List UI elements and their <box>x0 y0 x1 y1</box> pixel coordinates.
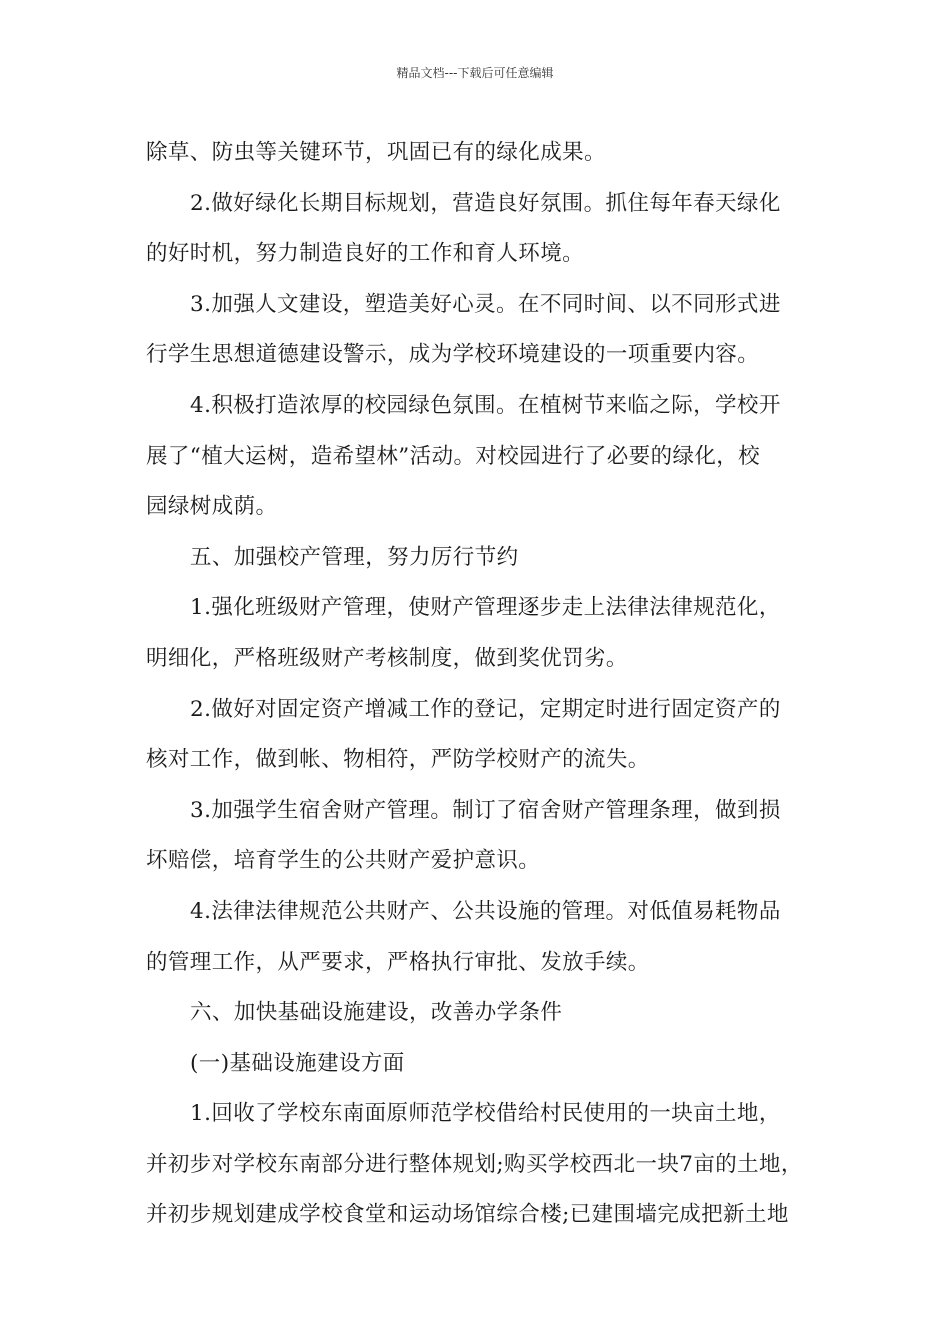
text-line: 核对工作，做到帐、物相符，严防学校财产的流失。 <box>146 747 650 773</box>
text-line: 坏赔偿，培育学生的公共财产爱护意识。 <box>146 848 541 874</box>
text-line: 的好时机，努力制造良好的工作和育人环境。 <box>146 241 585 267</box>
text-line: 4.法律法律规范公共财产、公共设施的管理。对低值易耗物品 <box>190 898 781 924</box>
text-line: 1.强化班级财产管理，使财产管理逐步走上法律法律规范化， <box>190 595 781 621</box>
text-line: 明细化，严格班级财产考核制度，做到奖优罚劣。 <box>146 645 628 671</box>
text-line: 并初步规划建成学校食堂和运动场馆综合楼;已建围墙完成把新土地 <box>146 1202 789 1228</box>
text-line: 1.回收了学校东南面原师范学校借给村民使用的一块亩土地， <box>190 1101 781 1127</box>
text-line: 展了“植大运树，造希望林”活动。对校园进行了必要的绿化，校 <box>146 443 761 469</box>
text-line: 3.加强人文建设，塑造美好心灵。在不同时间、以不同形式进 <box>190 291 781 317</box>
text-line: 并初步对学校东南部分进行整体规划;购买学校西北一块7亩的土地， <box>146 1151 803 1177</box>
text-line: 除草、防虫等关键环节，巩固已有的绿化成果。 <box>146 140 606 165</box>
text-line: 2.做好绿化长期目标规划，营造良好氛围。抓住每年春天绿化 <box>190 190 781 216</box>
document-body <box>146 128 808 1241</box>
text-line: 4.积极打造浓厚的校园绿色氛围。在植树节来临之际，学校开 <box>190 392 781 418</box>
text-line: 3.加强学生宿舍财产管理。制订了宿舍财产管理条理，做到损 <box>190 797 781 823</box>
text-line: 行学生思想道德建设警示，成为学校环境建设的一项重要内容。 <box>146 342 760 368</box>
text-line: 园绿树成荫。 <box>146 494 278 520</box>
text-line: 六、加快基础设施建设，改善办学条件 <box>190 1000 563 1026</box>
text-line: (一)基础设施建设方面 <box>190 1050 405 1076</box>
page-header: 精品文档---下载后可任意编辑 <box>396 66 554 80</box>
text-line: 的管理工作，从严要求，严格执行审批、发放手续。 <box>146 949 650 975</box>
text-line: 五、加强校产管理，努力厉行节约 <box>190 544 519 570</box>
text-line: 2.做好对固定资产增减工作的登记，定期定时进行固定资产的 <box>190 696 781 722</box>
